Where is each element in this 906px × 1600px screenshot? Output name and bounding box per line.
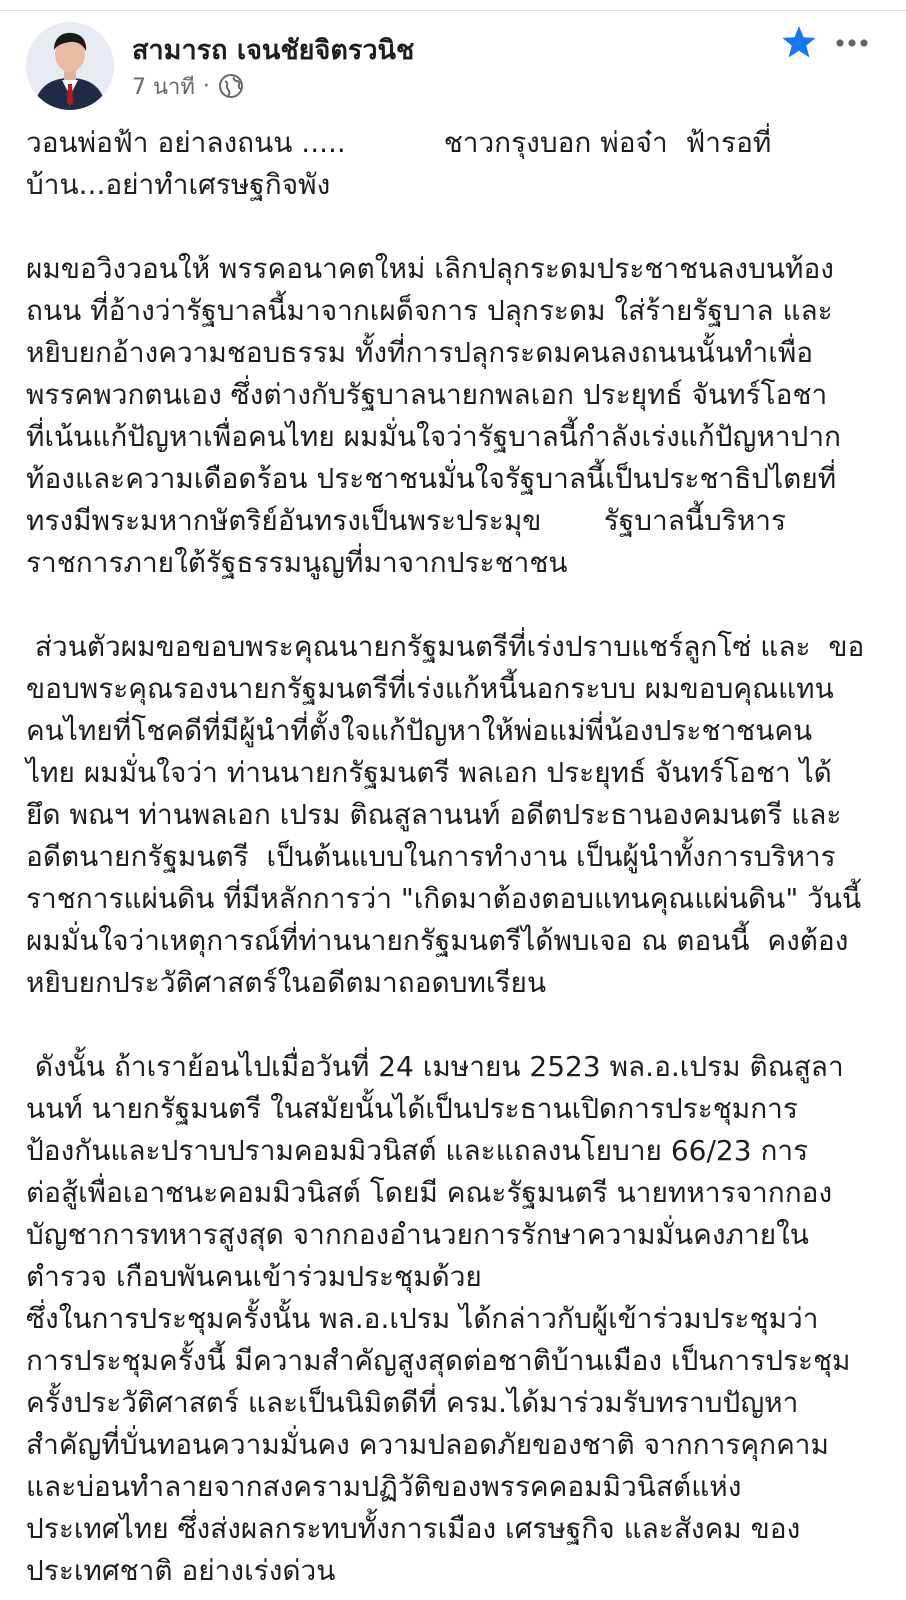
post-line: บ้าน...อย่าทำเศรษฐกิจพัง: [26, 168, 331, 201]
post-line: ดังนั้น ถ้าเราย้อนไปเมื่อวันที่ 24 เมษายน 2523 พล.อ.เปรม ติณสูลา: [26, 1050, 844, 1083]
post-body: [26, 122, 874, 1592]
post-line: ถนน ที่อ้างว่ารัฐบาลนี้มาจากเผด็จการ ปลุกระดม ใส่ร้ายรัฐบาล และ: [26, 294, 833, 327]
more-options-icon: [832, 26, 872, 60]
post-timestamp[interactable]: 7 นาที: [132, 74, 195, 100]
post-line: คนไทยที่โชคดีที่มีผู้นำที่ตั้งใจแก้ปัญหาให้พ่อแม่พี่น้องประชาชนคน: [26, 714, 813, 747]
post-line: หยิบยกประวัติศาสตร์ในอดีตมาถอดบทเรียน: [26, 966, 547, 999]
paragraph-gap: [26, 1004, 874, 1046]
post-line: ทรงมีพระมหากษัตริย์อันทรงเป็นพระประมุข รัฐบาลนี้บริหาร: [26, 504, 787, 537]
post-line: พรรคพวกตนเอง ซึ่งต่างกับรัฐบาลนายกพลเอก ประยุทธ์ จันทร์โอชา: [26, 378, 828, 411]
post-line: ที่เน้นแก้ปัญหาเพื่อคนไทย ผมมั่นใจว่ารัฐบาลนี้กำลังเร่งแก้ปัญหาปาก: [26, 420, 841, 453]
meta-separator: ·: [202, 73, 210, 99]
top-divider: [0, 0, 906, 11]
post-line: อดีตนายกรัฐมนตรี เป็นต้นแบบในการทำงาน เป็นผู้นำทั้งการบริหาร: [26, 840, 836, 873]
post-line: ราชการแผ่นดิน ที่มีหลักการว่า "เกิดมาต้องตอบแทนคุณแผ่นดิน" วันนี้: [26, 882, 862, 915]
post-line: และบ่อนทำลายจากสงครามปฏิวัติของพรรคคอมมิวนิสต์แห่ง: [26, 1470, 742, 1503]
post-line: หยิบยกอ้างความชอบธรรม ทั้งที่การปลุกระดมคนลงถนนนั้นทำเพื่อ: [26, 336, 814, 369]
post-line: ต่อสู้เพื่อเอาชนะคอมมิวนิสต์ โดยมี คณะรัฐมนตรี นายทหารจากกอง: [26, 1176, 833, 1209]
post-line: ขอบพระคุณรองนายกรัฐมนตรีที่เร่งแก้หนี้นอกระบบ ผมขอบคุณแทน: [26, 672, 834, 705]
post-paragraph-1: [26, 122, 874, 206]
globe-icon[interactable]: [218, 73, 244, 99]
avatar[interactable]: [26, 22, 114, 110]
post-paragraph-4: [26, 1046, 874, 1592]
post-line: นนท์ นายกรัฐมนตรี ในสมัยนั้นได้เป็นประธานเปิดการประชุมการ: [26, 1092, 798, 1125]
post-paragraph-2: [26, 248, 874, 584]
post-line: ผมขอวิงวอนให้ พรรคอนาคตใหม่ เลิกปลุกระดมประชาชนลงบนท้อง: [26, 252, 834, 285]
post-line: การประชุมครั้งนี้ มีความสำคัญสูงสุดต่อชาติบ้านเมือง เป็นการประชุม: [26, 1344, 851, 1377]
post-line: วอนพ่อฟ้า อย่าลงถนน ..... ชาวกรุงบอก พ่อจ๋า ฟ้ารอที่: [26, 126, 772, 159]
post-line: ราชการภายใต้รัฐธรรมนูญที่มาจากประชาชน: [26, 546, 568, 579]
star-icon: [780, 24, 818, 62]
post-line: ประเทศชาติ อย่างเร่งด่วน: [26, 1554, 336, 1587]
post-line: ป้องกันและปราบปรามคอมมิวนิสต์ และแถลงนโยบาย 66/23 การ: [26, 1134, 809, 1167]
post-header: [0, 18, 906, 118]
more-options-button[interactable]: [832, 26, 872, 60]
post-line: ท้องและความเดือดร้อน ประชาชนมั่นใจรัฐบาลนี้เป็นประชาธิปไตยที่: [26, 462, 837, 495]
post-line: ผมมั่นใจว่าเหตุการณ์ที่ท่านนายกรัฐมนตรีได้พบเจอ ณ ตอนนี้ คงต้อง: [26, 924, 849, 957]
author-name[interactable]: สามารถ เจนชัยจิตรวนิช: [132, 35, 415, 66]
post-line: ซึ่งในการประชุมครั้งนั้น พล.อ.เปรม ได้กล่าวกับผู้เข้าร่วมประชุมว่า: [26, 1302, 819, 1335]
post-line: สำคัญที่บั่นทอนความมั่นคง ความปลอดภัยของชาติ จากการคุกคาม: [26, 1428, 829, 1461]
post-line: ยึด พณฯ ท่านพลเอก เปรม ติณสูลานนท์ อดีตประธานองคมนตรี และ: [26, 798, 842, 831]
paragraph-gap: [26, 206, 874, 248]
post-line: ประเทศไทย ซึ่งส่งผลกระทบทั้งการเมือง เศรษฐกิจ และสังคม ของ: [26, 1512, 801, 1545]
post-line: ตำรวจ เกือบพันคนเข้าร่วมประชุมด้วย: [26, 1260, 482, 1293]
favorite-star-button[interactable]: [780, 24, 818, 62]
paragraph-gap: [26, 584, 874, 626]
avatar-image: [26, 22, 114, 110]
post-line: ส่วนตัวผมขอขอบพระคุณนายกรัฐมนตรีที่เร่งปราบแชร์ลูกโซ่ และ ขอ: [26, 630, 865, 663]
post-line: ครั้งประวัติศาสตร์ และเป็นนิมิตดีที่ ครม.ได้มาร่วมรับทราบปัญหา: [26, 1386, 799, 1419]
post-line: บัญชาการทหารสูงสุด จากกองอำนวยการรักษาความมั่นคงภายใน: [26, 1218, 809, 1251]
post-paragraph-3: [26, 626, 874, 1004]
post-meta: [132, 70, 244, 102]
post-line: ไทย ผมมั่นใจว่า ท่านนายกรัฐมนตรี พลเอก ประยุทธ์ จันทร์โอชา ได้: [26, 756, 832, 789]
